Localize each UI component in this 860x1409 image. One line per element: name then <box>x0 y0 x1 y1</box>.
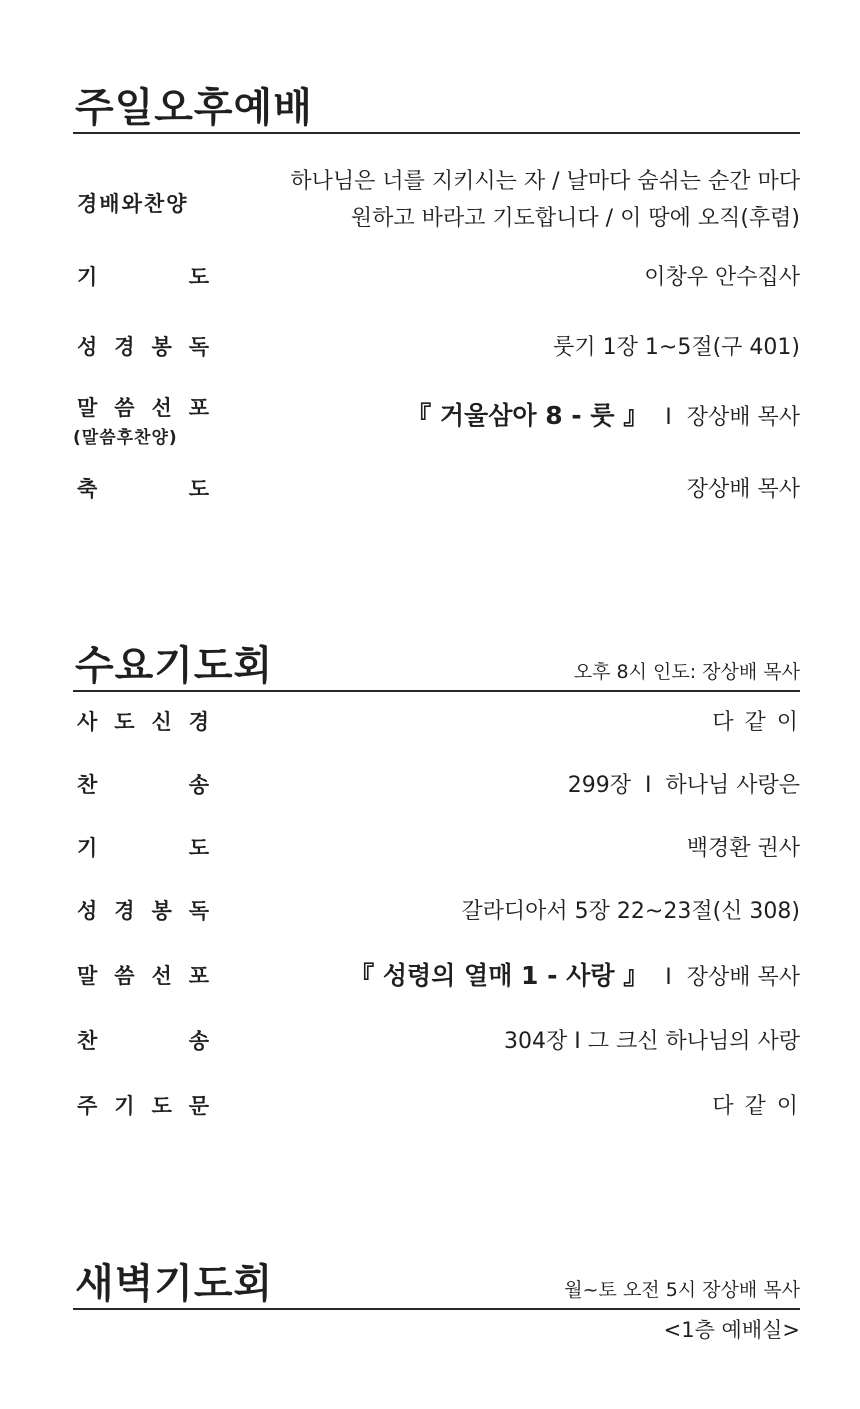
label-char: 말 <box>77 396 98 420</box>
section-meta: 월~토 오전 5시 장상배 목사 <box>564 1279 800 1301</box>
row-value <box>406 400 800 433</box>
label-char: 독 <box>188 899 209 923</box>
label-char: 포 <box>188 396 209 420</box>
row-value: 다 같 이 <box>712 710 800 735</box>
row-worship-song <box>73 169 800 242</box>
lyrics-line-2: 원하고 바라고 기도합니다 / 이 땅에 오직(후렴) <box>350 205 800 231</box>
row-value: 304장 I 그 크신 하나님의 사랑 <box>504 1029 800 1054</box>
row-value: 백경환 권사 <box>686 836 800 861</box>
label-char: 씀 <box>114 964 135 988</box>
row-sublabel: (말씀후찬양) <box>73 428 178 448</box>
sermon-title: 『 거울삼아 8 - 룻 』 <box>406 401 649 430</box>
dawn-prayer-section <box>73 1248 800 1342</box>
label-char: 도 <box>188 265 209 289</box>
row-label <box>77 966 209 987</box>
row-sermon <box>73 961 800 996</box>
label-char: 문 <box>188 1094 209 1118</box>
row-value: 다 같 이 <box>712 1094 800 1119</box>
row-value <box>349 960 800 993</box>
preacher: 장상배 목사 <box>686 405 800 430</box>
label-char: 봉 <box>151 335 172 359</box>
label-char: 봉 <box>151 899 172 923</box>
sunday-afternoon-section <box>73 72 800 502</box>
preacher: 장상배 목사 <box>686 965 800 990</box>
wednesday-prayer-section <box>73 630 800 1119</box>
label-char: 주 <box>77 1094 98 1118</box>
label-char: 성 <box>77 335 98 359</box>
label-char: 포 <box>188 964 209 988</box>
label-char: 경 <box>114 335 135 359</box>
row-label <box>77 337 209 358</box>
label-char: 성 <box>77 899 98 923</box>
sunday-afternoon-header <box>73 72 800 134</box>
label-char: 선 <box>151 964 172 988</box>
label-char: 축 <box>77 477 98 501</box>
row-sermon <box>73 398 800 448</box>
location-note: <1층 예배실> <box>663 1318 800 1342</box>
row-value: 갈라디아서 5장 22~23절(신 308) <box>461 899 800 924</box>
label-char: 송 <box>188 773 209 797</box>
row-label <box>77 1031 209 1052</box>
row-label: 경배와찬양 <box>77 192 189 216</box>
label-char: 도 <box>188 836 209 860</box>
row-prayer <box>73 267 800 297</box>
row-label <box>77 1096 209 1117</box>
row-label <box>77 479 209 500</box>
row-location <box>73 1314 800 1344</box>
row-lords-prayer <box>73 1096 800 1126</box>
label-char: 도 <box>114 710 135 734</box>
row-hymn-1 <box>73 775 800 805</box>
row-label <box>77 267 209 288</box>
row-creed <box>73 712 800 742</box>
row-label <box>77 838 209 859</box>
lyrics-line-1: 하나님은 너를 지키시는 자 / 날마다 숨쉬는 순간 마다 <box>290 169 800 194</box>
row-value <box>290 168 800 233</box>
section-title: 주일오후예배 <box>75 85 313 131</box>
label-char: 찬 <box>77 1029 98 1053</box>
label-char: 경 <box>114 899 135 923</box>
row-label <box>77 398 209 419</box>
row-label <box>77 775 209 796</box>
label-char: 선 <box>151 396 172 420</box>
label-char: 도 <box>151 1094 172 1118</box>
section-title: 수요기도회 <box>75 643 274 689</box>
row-label <box>77 901 209 922</box>
label-char: 송 <box>188 1029 209 1053</box>
row-value: 299장 I 하나님 사랑은 <box>567 773 800 798</box>
label-char: 찬 <box>77 773 98 797</box>
dawn-prayer-header <box>73 1248 800 1310</box>
section-title: 새벽기도회 <box>75 1261 274 1307</box>
separator: I <box>665 405 672 430</box>
label-char: 씀 <box>114 396 135 420</box>
row-value: 룻기 1장 1~5절(구 401) <box>553 335 800 360</box>
label-char: 도 <box>188 477 209 501</box>
row-scripture <box>73 337 800 367</box>
sermon-title: 『 성령의 열매 1 - 사랑 』 <box>349 961 649 990</box>
row-label <box>77 712 209 733</box>
row-value: 장상배 목사 <box>686 477 800 502</box>
row-value: 이창우 안수집사 <box>644 265 800 290</box>
row-hymn-2 <box>73 1031 800 1061</box>
label-char: 기 <box>114 1094 135 1118</box>
label-char: 기 <box>77 836 98 860</box>
row-prayer <box>73 838 800 868</box>
label-char: 말 <box>77 964 98 988</box>
label-char: 신 <box>151 710 172 734</box>
label-char: 독 <box>188 335 209 359</box>
row-scripture <box>73 901 800 931</box>
label-char: 사 <box>77 710 98 734</box>
row-benediction <box>73 479 800 509</box>
section-meta: 오후 8시 인도: 장상배 목사 <box>573 661 800 683</box>
separator: I <box>665 965 672 990</box>
label-char: 기 <box>77 265 98 289</box>
wednesday-prayer-header <box>73 630 800 692</box>
label-char: 경 <box>188 710 209 734</box>
